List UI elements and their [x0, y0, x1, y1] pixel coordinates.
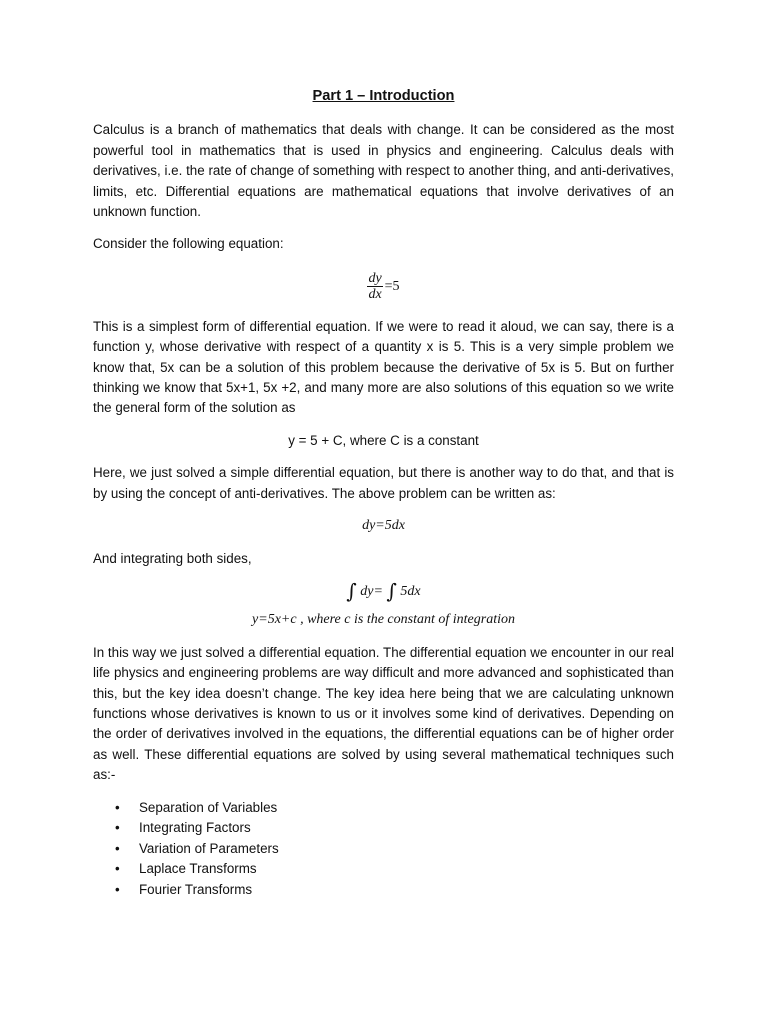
- list-item: [115, 880, 674, 901]
- explanation-paragraph: This is a simplest form of differential equation. If we were to read it aloud, we can say, there is a function y, whose derivative with respect of a quantity x is 5. This is a very simple problem we know that, 5x can be a solution of this problem because the derivative of 5x is 5. But on further thinking we know that 5x+1, 5x +2, and many more are also solutions of this equation so we write the general form of the solution as: [93, 318, 674, 416]
- bullet-icon: •: [115, 840, 120, 856]
- integral-right: 5dx: [400, 583, 421, 599]
- fraction-numerator: dy: [368, 271, 382, 287]
- list-item: [115, 859, 674, 880]
- technique-label: Fourier Transforms: [139, 881, 253, 897]
- integral-sign-icon: ∫: [386, 578, 397, 603]
- integrating-paragraph: And integrating both sides,: [93, 550, 252, 566]
- document-page: [93, 86, 674, 900]
- intro-paragraph: Calculus is a branch of mathematics that deals with change. It can be considered as the most powerful tool in mathematics that is used in physics and engineering. Calculus deals with derivatives, i.e. the rate of change of something with respect to another thing, and anti-derivatives, limits, etc. Differential equations are mathematical equations that involve derivatives of an unknown function.: [93, 122, 674, 220]
- list-item: [115, 798, 674, 819]
- derivative-equation: [93, 267, 674, 307]
- anti-derivative-paragraph: Here, we just solved a simple differential equation, but there is another way to do that, and that is by using the concept of anti-derivatives. The above problem can be written as:: [93, 465, 674, 501]
- list-item: [115, 839, 674, 860]
- integral-left: dy=: [360, 583, 383, 599]
- equation-rhs: =5: [384, 278, 400, 294]
- integral-equation: [93, 578, 674, 603]
- differential-form-equation: dy=5dx: [362, 518, 405, 534]
- integral-sign-icon: ∫: [346, 578, 357, 603]
- page-title: Part 1 – Introduction: [312, 88, 455, 104]
- bullet-icon: •: [115, 861, 120, 877]
- bullet-icon: •: [115, 799, 120, 815]
- conclusion-paragraph: In this way we just solved a differential equation. The differential equation we encounter in our real life physics and engineering problems are way difficult and more advanced and sophisticated than this, but the key idea doesn’t change. The key idea here being that we are calculating unknown functions whose derivatives is known to us or it involves some kind of derivatives. Depending on the order of derivatives involved in the equations, the differential equations can be of higher order as well. These differential equations are solved by using several mathematical techniques such as:-: [93, 644, 674, 783]
- fraction-denominator: dx: [368, 287, 382, 303]
- technique-label: Separation of Variables: [139, 799, 278, 815]
- general-solution-equation: y = 5 + C, where C is a constant: [288, 432, 479, 448]
- technique-label: Variation of Parameters: [139, 840, 279, 856]
- bullet-icon: •: [115, 820, 120, 836]
- bullet-icon: •: [115, 881, 120, 897]
- technique-label: Integrating Factors: [139, 820, 251, 836]
- technique-label: Laplace Transforms: [139, 861, 257, 877]
- list-item: [115, 818, 674, 839]
- derivative-fraction: [367, 271, 382, 302]
- consider-paragraph: Consider the following equation:: [93, 236, 284, 252]
- integrated-solution-equation: y=5x+c , where c is the constant of integration: [252, 612, 515, 628]
- techniques-list: [93, 798, 674, 901]
